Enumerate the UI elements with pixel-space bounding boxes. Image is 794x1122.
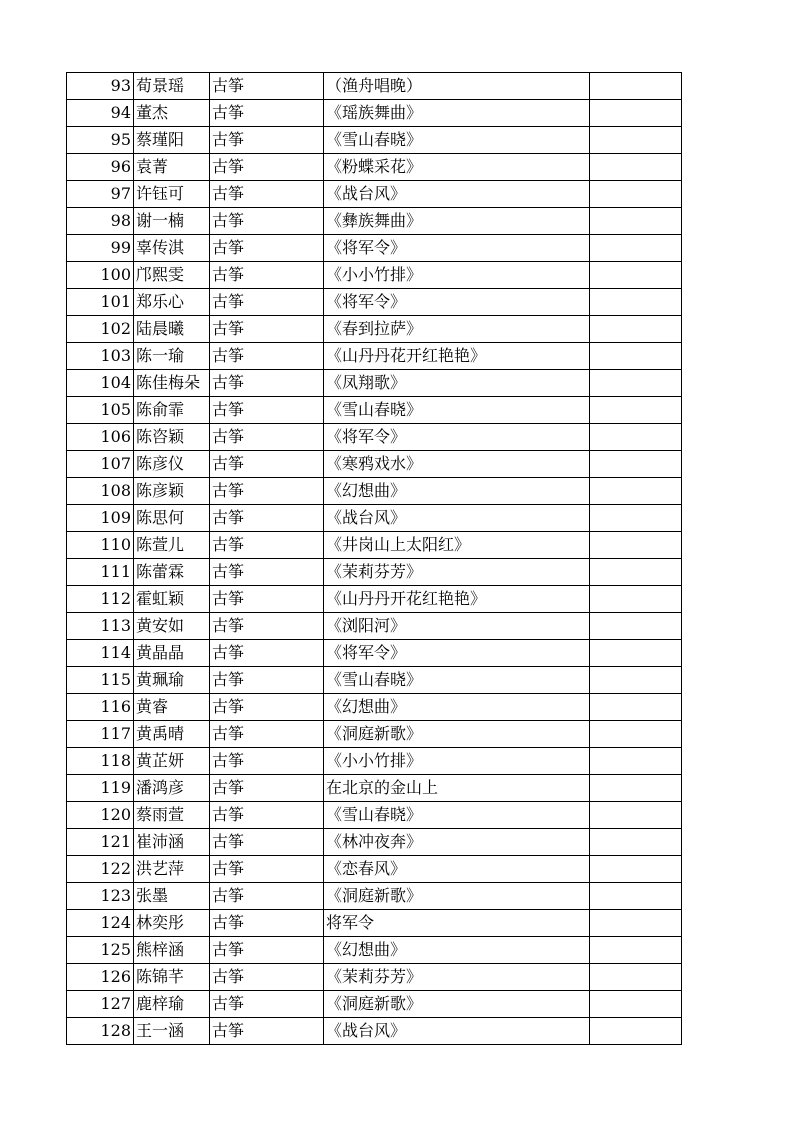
remark-cell	[590, 478, 682, 505]
table-row	[67, 667, 682, 694]
roster-table	[66, 72, 682, 1045]
row-number: 115	[67, 667, 134, 694]
instrument: 古筝	[210, 181, 324, 208]
piece-title: 《寒鸦戏水》	[324, 451, 590, 478]
piece-title: 《林冲夜奔》	[324, 829, 590, 856]
table-row	[67, 154, 682, 181]
student-name: 陈思何	[134, 505, 210, 532]
student-name: 黄禹晴	[134, 721, 210, 748]
instrument: 古筝	[210, 910, 324, 937]
table-row	[67, 451, 682, 478]
student-name: 黄珮瑜	[134, 667, 210, 694]
student-name: 陈蕾霖	[134, 559, 210, 586]
piece-title: 《洞庭新歌》	[324, 721, 590, 748]
piece-title: 《凤翔歌》	[324, 370, 590, 397]
student-name: 黄安如	[134, 613, 210, 640]
remark-cell	[590, 316, 682, 343]
piece-title: 在北京的金山上	[324, 775, 590, 802]
remark-cell	[590, 532, 682, 559]
remark-cell	[590, 235, 682, 262]
remark-cell	[590, 910, 682, 937]
remark-cell	[590, 154, 682, 181]
piece-title: 《茉莉芬芳》	[324, 559, 590, 586]
row-number: 128	[67, 1018, 134, 1045]
row-number: 112	[67, 586, 134, 613]
piece-title: 《山丹丹花开红艳艳》	[324, 343, 590, 370]
row-number: 120	[67, 802, 134, 829]
piece-title: 《井岗山上太阳红》	[324, 532, 590, 559]
instrument: 古筝	[210, 73, 324, 100]
piece-title: 《小小竹排》	[324, 748, 590, 775]
table-row	[67, 343, 682, 370]
student-name: 许钰可	[134, 181, 210, 208]
row-number: 109	[67, 505, 134, 532]
row-number: 97	[67, 181, 134, 208]
piece-title: 《恋春风》	[324, 856, 590, 883]
row-number: 107	[67, 451, 134, 478]
table-row	[67, 127, 682, 154]
instrument: 古筝	[210, 991, 324, 1018]
student-name: 董杰	[134, 100, 210, 127]
row-number: 102	[67, 316, 134, 343]
table-row	[67, 1018, 682, 1045]
student-name: 陈俞霏	[134, 397, 210, 424]
piece-title: 《雪山春晓》	[324, 667, 590, 694]
row-number: 108	[67, 478, 134, 505]
instrument: 古筝	[210, 721, 324, 748]
row-number: 101	[67, 289, 134, 316]
instrument: 古筝	[210, 289, 324, 316]
piece-title: 《雪山春晓》	[324, 397, 590, 424]
remark-cell	[590, 127, 682, 154]
student-name: 潘鸿彦	[134, 775, 210, 802]
piece-title: 《幻想曲》	[324, 937, 590, 964]
remark-cell	[590, 289, 682, 316]
remark-cell	[590, 100, 682, 127]
remark-cell	[590, 559, 682, 586]
table-row	[67, 208, 682, 235]
row-number: 114	[67, 640, 134, 667]
piece-title: 《浏阳河》	[324, 613, 590, 640]
remark-cell	[590, 883, 682, 910]
instrument: 古筝	[210, 1018, 324, 1045]
remark-cell	[590, 397, 682, 424]
remark-cell	[590, 343, 682, 370]
remark-cell	[590, 991, 682, 1018]
table-row	[67, 910, 682, 937]
remark-cell	[590, 964, 682, 991]
table-row	[67, 883, 682, 910]
piece-title: 《洞庭新歌》	[324, 883, 590, 910]
student-name: 邝熙雯	[134, 262, 210, 289]
table-row	[67, 262, 682, 289]
table-row	[67, 829, 682, 856]
piece-title: 《山丹丹开花红艳艳》	[324, 586, 590, 613]
student-name: 熊梓涵	[134, 937, 210, 964]
remark-cell	[590, 937, 682, 964]
remark-cell	[590, 424, 682, 451]
row-number: 104	[67, 370, 134, 397]
student-name: 黄芷妍	[134, 748, 210, 775]
remark-cell	[590, 1018, 682, 1045]
row-number: 113	[67, 613, 134, 640]
student-name: 陈佳梅朵	[134, 370, 210, 397]
table-row	[67, 370, 682, 397]
piece-title: 《幻想曲》	[324, 694, 590, 721]
piece-title: 《战台风》	[324, 505, 590, 532]
piece-title: 《将军令》	[324, 235, 590, 262]
piece-title: 《幻想曲》	[324, 478, 590, 505]
table-row	[67, 73, 682, 100]
row-number: 93	[67, 73, 134, 100]
row-number: 118	[67, 748, 134, 775]
row-number: 94	[67, 100, 134, 127]
student-name: 郑乐心	[134, 289, 210, 316]
instrument: 古筝	[210, 802, 324, 829]
table-row	[67, 478, 682, 505]
student-name: 陈锦芊	[134, 964, 210, 991]
student-name: 崔沛涵	[134, 829, 210, 856]
student-name: 陈彦颖	[134, 478, 210, 505]
table-row	[67, 505, 682, 532]
instrument: 古筝	[210, 964, 324, 991]
remark-cell	[590, 856, 682, 883]
student-name: 鹿梓瑜	[134, 991, 210, 1018]
table-row	[67, 235, 682, 262]
student-name: 张墨	[134, 883, 210, 910]
table-row	[67, 100, 682, 127]
piece-title: 《瑶族舞曲》	[324, 100, 590, 127]
student-name: 陆晨曦	[134, 316, 210, 343]
student-name: 霍虹颖	[134, 586, 210, 613]
student-name: 黄睿	[134, 694, 210, 721]
instrument: 古筝	[210, 235, 324, 262]
remark-cell	[590, 586, 682, 613]
row-number: 106	[67, 424, 134, 451]
piece-title: 将军令	[324, 910, 590, 937]
piece-title: 《战台风》	[324, 181, 590, 208]
instrument: 古筝	[210, 856, 324, 883]
row-number: 105	[67, 397, 134, 424]
table-row	[67, 802, 682, 829]
piece-title: 《粉蝶采花》	[324, 154, 590, 181]
student-name: 黄晶晶	[134, 640, 210, 667]
instrument: 古筝	[210, 154, 324, 181]
remark-cell	[590, 694, 682, 721]
row-number: 127	[67, 991, 134, 1018]
instrument: 古筝	[210, 262, 324, 289]
instrument: 古筝	[210, 829, 324, 856]
instrument: 古筝	[210, 613, 324, 640]
piece-title: 《彝族舞曲》	[324, 208, 590, 235]
table-row	[67, 640, 682, 667]
table-row	[67, 424, 682, 451]
instrument: 古筝	[210, 370, 324, 397]
row-number: 95	[67, 127, 134, 154]
student-name: 蔡瑾阳	[134, 127, 210, 154]
instrument: 古筝	[210, 775, 324, 802]
instrument: 古筝	[210, 343, 324, 370]
remark-cell	[590, 613, 682, 640]
table-row	[67, 964, 682, 991]
student-name: 袁菁	[134, 154, 210, 181]
row-number: 116	[67, 694, 134, 721]
table-row	[67, 937, 682, 964]
remark-cell	[590, 775, 682, 802]
instrument: 古筝	[210, 100, 324, 127]
instrument: 古筝	[210, 532, 324, 559]
row-number: 100	[67, 262, 134, 289]
piece-title: 《茉莉芬芳》	[324, 964, 590, 991]
instrument: 古筝	[210, 505, 324, 532]
student-name: 陈萱儿	[134, 532, 210, 559]
table-row	[67, 289, 682, 316]
remark-cell	[590, 262, 682, 289]
piece-title: （渔舟唱晚）	[324, 73, 590, 100]
remark-cell	[590, 505, 682, 532]
row-number: 121	[67, 829, 134, 856]
row-number: 122	[67, 856, 134, 883]
row-number: 125	[67, 937, 134, 964]
instrument: 古筝	[210, 667, 324, 694]
row-number: 124	[67, 910, 134, 937]
instrument: 古筝	[210, 748, 324, 775]
remark-cell	[590, 829, 682, 856]
remark-cell	[590, 181, 682, 208]
table-row	[67, 397, 682, 424]
row-number: 98	[67, 208, 134, 235]
remark-cell	[590, 73, 682, 100]
instrument: 古筝	[210, 424, 324, 451]
student-name: 陈咨颖	[134, 424, 210, 451]
piece-title: 《将军令》	[324, 289, 590, 316]
piece-title: 《战台风》	[324, 1018, 590, 1045]
table-row	[67, 721, 682, 748]
instrument: 古筝	[210, 208, 324, 235]
table-row	[67, 316, 682, 343]
student-name: 王一涵	[134, 1018, 210, 1045]
piece-title: 《将军令》	[324, 424, 590, 451]
table-row	[67, 856, 682, 883]
row-number: 123	[67, 883, 134, 910]
roster-body	[67, 73, 682, 1045]
remark-cell	[590, 451, 682, 478]
instrument: 古筝	[210, 694, 324, 721]
instrument: 古筝	[210, 451, 324, 478]
instrument: 古筝	[210, 559, 324, 586]
row-number: 99	[67, 235, 134, 262]
student-name: 谢一楠	[134, 208, 210, 235]
row-number: 126	[67, 964, 134, 991]
instrument: 古筝	[210, 586, 324, 613]
remark-cell	[590, 208, 682, 235]
table-row	[67, 586, 682, 613]
row-number: 119	[67, 775, 134, 802]
instrument: 古筝	[210, 127, 324, 154]
row-number: 103	[67, 343, 134, 370]
table-row	[67, 613, 682, 640]
remark-cell	[590, 640, 682, 667]
remark-cell	[590, 802, 682, 829]
instrument: 古筝	[210, 316, 324, 343]
remark-cell	[590, 370, 682, 397]
table-row	[67, 775, 682, 802]
student-name: 辜传淇	[134, 235, 210, 262]
table-row	[67, 532, 682, 559]
remark-cell	[590, 721, 682, 748]
table-row	[67, 181, 682, 208]
piece-title: 《春到拉萨》	[324, 316, 590, 343]
row-number: 110	[67, 532, 134, 559]
piece-title: 《小小竹排》	[324, 262, 590, 289]
instrument: 古筝	[210, 937, 324, 964]
instrument: 古筝	[210, 883, 324, 910]
student-name: 洪艺萍	[134, 856, 210, 883]
piece-title: 《洞庭新歌》	[324, 991, 590, 1018]
instrument: 古筝	[210, 397, 324, 424]
student-name: 蔡雨萱	[134, 802, 210, 829]
piece-title: 《将军令》	[324, 640, 590, 667]
table-row	[67, 694, 682, 721]
row-number: 96	[67, 154, 134, 181]
student-name: 荀景瑶	[134, 73, 210, 100]
instrument: 古筝	[210, 640, 324, 667]
table-row	[67, 748, 682, 775]
student-name: 陈一瑜	[134, 343, 210, 370]
student-name: 陈彦仪	[134, 451, 210, 478]
instrument: 古筝	[210, 478, 324, 505]
remark-cell	[590, 748, 682, 775]
row-number: 117	[67, 721, 134, 748]
table-row	[67, 991, 682, 1018]
table-row	[67, 559, 682, 586]
remark-cell	[590, 667, 682, 694]
piece-title: 《雪山春晓》	[324, 802, 590, 829]
student-name: 林奕彤	[134, 910, 210, 937]
row-number: 111	[67, 559, 134, 586]
piece-title: 《雪山春晓》	[324, 127, 590, 154]
